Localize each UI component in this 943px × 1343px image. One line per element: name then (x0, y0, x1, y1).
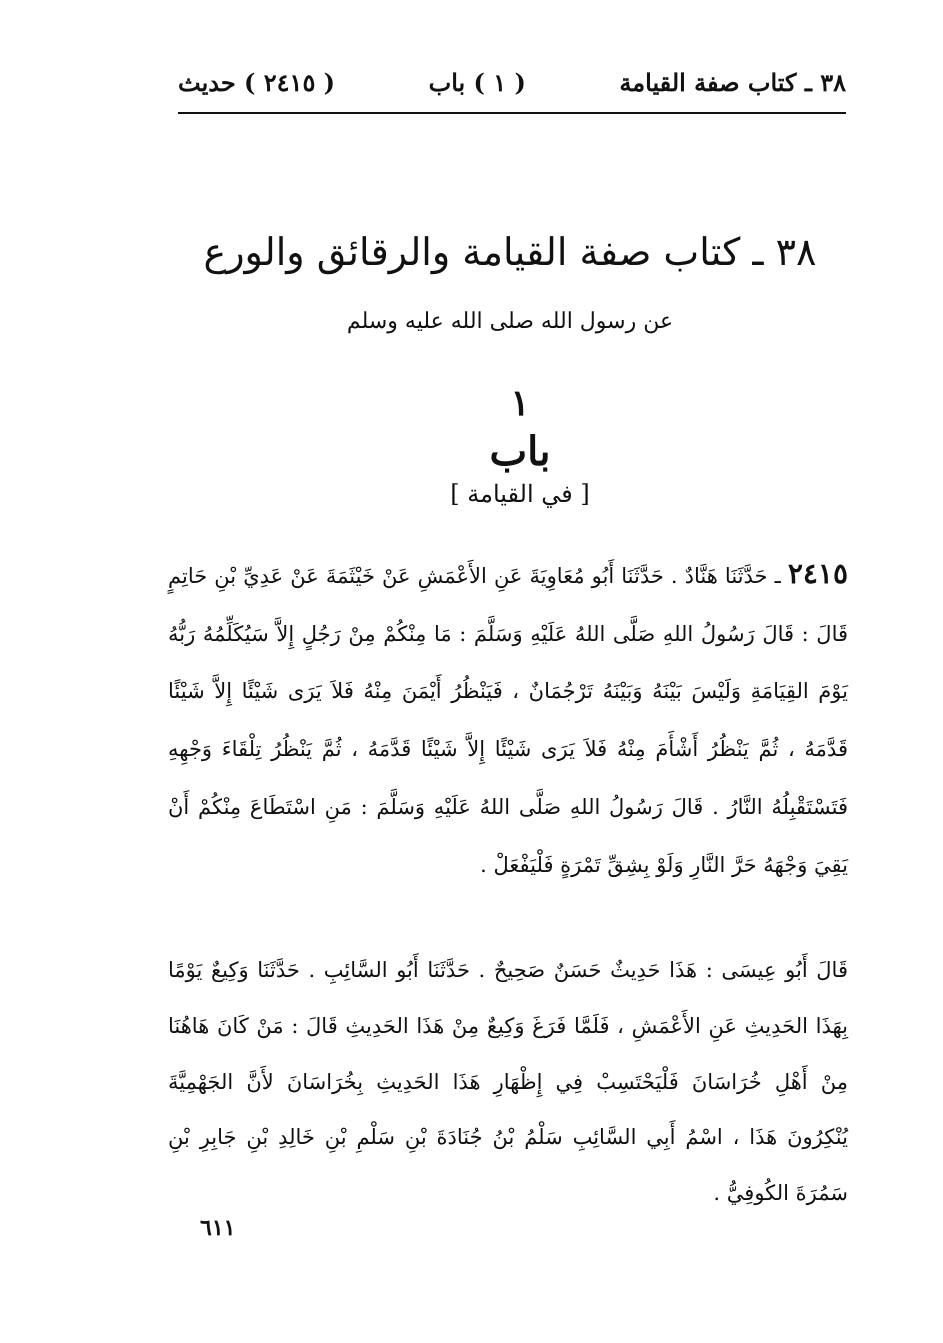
header-hadith-number: ( ٢٤١٥ ) حديث (178, 67, 336, 97)
running-header (178, 58, 846, 106)
chapter-number: ١ (510, 382, 530, 424)
page-number: ٦١١ (200, 1215, 236, 1241)
hadith-paragraph (168, 545, 848, 894)
chapter-subject: [ في القيامة ] (450, 480, 590, 508)
chapter-label: باب (489, 428, 551, 475)
book-title: ٣٨ ـ كتاب صفة القيامة والرقائق والورع (203, 230, 817, 274)
commentary-paragraph: قَالَ أَبُو عِيسَى : هَذَا حَدِيثٌ حَسَنٌ صَحِيحٌ . حَدَّثَنَا أَبُو السَّائِبِ . حَدَّثَنَا وَكِيعٌ يَوْمًا بِهَذَا الحَدِيثِ عَنِ الأَعْمَشِ ، فَلَمَّا فَرَغَ وَكِيعٌ مِنْ هَذَا الحَدِيثِ قَالَ : مَنْ كَانَ هَاهُنَا مِنْ أَهْلِ خُرَاسَانَ فَلْيَحْتَسِبْ فِي إِظْهَارِ هَذَا الحَدِيثِ بِخُرَاسَانَ لأَنَّ الجَهْمِيَّةَ يُنْكِرُونَ هَذَا ، اسْمُ أَبِي السَّائِبِ سَلْمُ بْنُ جُنَادَةَ بْنِ سَلْمِ بْنِ خَالِدِ بْنِ جَابِرِ بْنِ سَمُرَةَ الكُوفِيُّ . (168, 958, 848, 1206)
hadith-body: ـ حَدَّثَنَا هَنَّادٌ . حَدَّثَنَا أَبُو مُعَاوِيَةَ عَنِ الأَعْمَشِ عَنْ خَيْثَمَةَ عَنْ عَدِيِّ بْنِ حَاتِمٍ قَالَ : قَالَ رَسُولُ اللهِ صَلَّى اللهُ عَلَيْهِ وَسَلَّمَ : مَا مِنْكُمْ مِنْ رَجُلٍ إِلاَّ سَيُكَلِّمُهُ رَبُّهُ يَوْمَ القِيَامَةِ وَلَيْسَ بَيْنَهُ وَبَيْنَهُ تَرْجُمَانٌ ، فَيَنْظُرُ أَيْمَنَ مِنْهُ فَلاَ يَرَى شَيْئًا إِلاَّ شَيْئًا قَدَّمَهُ ، ثُمَّ يَنْظُرُ أَشْأَمَ مِنْهُ فَلاَ يَرَى شَيْئًا إِلاَّ شَيْئًا قَدَّمَهُ ، ثُمَّ يَنْظُرُ تِلْقَاءَ وَجْهِهِ فَتَسْتَقْبِلُهُ النَّارُ . قَالَ رَسُولُ اللهِ صَلَّى اللهُ عَلَيْهِ وَسَلَّمَ : مَنِ اسْتَطَاعَ مِنْكُمْ أَنْ يَقِيَ وَجْهَهُ حَرَّ النَّارِ وَلَوْ بِشِقِّ تَمْرَةٍ فَلْيَفْعَلْ . (168, 564, 848, 877)
header-chapter: ( ١ ) باب (428, 67, 526, 97)
header-book-title: ٣٨ ـ كتاب صفة القيامة (619, 67, 846, 97)
hadith-number: ٢٤١٥ (787, 557, 848, 590)
header-divider (178, 112, 846, 114)
book-subtitle: عن رسول الله صلى الله عليه وسلم (346, 309, 674, 334)
